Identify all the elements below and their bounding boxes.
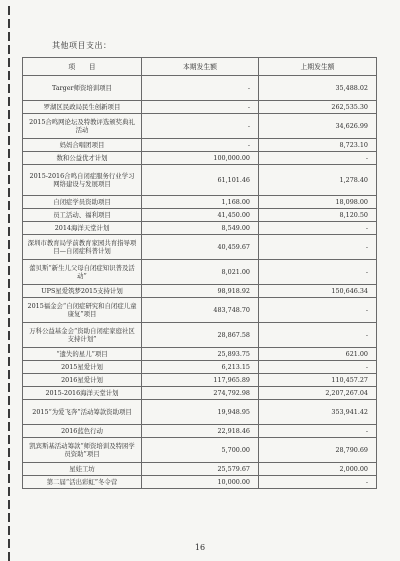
item-cell: 2014海洋天堂计划 <box>23 222 142 235</box>
current-amount-cell: 25,579.67 <box>142 463 259 476</box>
binder-hole <box>8 370 10 379</box>
previous-amount-cell: 150,646.34 <box>259 285 377 298</box>
binder-hole <box>8 227 10 236</box>
table-row <box>23 235 377 260</box>
expense-table <box>22 57 377 489</box>
previous-amount-cell: - <box>259 425 377 438</box>
item-cell: 自闭症学员资助项目 <box>23 196 142 209</box>
item-cell: 第二届“活出彩虹”冬令营 <box>23 476 142 489</box>
binder-hole <box>8 344 10 353</box>
binder-hole <box>8 526 10 535</box>
item-cell: 罗湖区民政局民生创新项目 <box>23 101 142 114</box>
binder-hole <box>8 318 10 327</box>
binder-hole <box>8 71 10 80</box>
item-cell: 深圳市教育局学前教育家园共育指导项目—自闭症科普计划 <box>23 235 142 260</box>
binder-hole <box>8 162 10 171</box>
page-number: 16 <box>194 543 206 552</box>
table-row <box>23 139 377 152</box>
binder-hole <box>8 97 10 106</box>
binder-hole <box>8 123 10 132</box>
previous-amount-cell: 2,000.00 <box>259 463 377 476</box>
previous-amount-cell: - <box>259 235 377 260</box>
table-row <box>23 114 377 139</box>
item-cell: 2015星爱计划 <box>23 361 142 374</box>
binder-hole <box>8 331 10 340</box>
table-row <box>23 323 377 348</box>
item-cell: 妈妈合唱团项目 <box>23 139 142 152</box>
previous-amount-cell: 8,120.50 <box>259 209 377 222</box>
table-row <box>23 298 377 323</box>
current-amount-cell: 25,893.75 <box>142 348 259 361</box>
binder-hole <box>8 357 10 366</box>
binder-hole <box>8 19 10 28</box>
current-amount-cell: 100,000.00 <box>142 152 259 165</box>
binder-hole <box>8 487 10 496</box>
current-amount-cell: 40,459.67 <box>142 235 259 260</box>
previous-amount-cell: 35,488.02 <box>259 76 377 101</box>
table-row <box>23 387 377 400</box>
item-cell: UPS星爱筑梦2015支持计划 <box>23 285 142 298</box>
binder-hole <box>8 110 10 119</box>
header-current-period: 本期发生额 <box>142 58 259 76</box>
table-row <box>23 374 377 387</box>
binder-hole <box>8 383 10 392</box>
current-amount-cell: 483,748.70 <box>142 298 259 323</box>
header-item: 项 目 <box>23 58 142 76</box>
binder-hole <box>8 214 10 223</box>
previous-amount-cell: 28,790.69 <box>259 438 377 463</box>
current-amount-cell: 19,948.95 <box>142 400 259 425</box>
table-row <box>23 348 377 361</box>
table-row <box>23 463 377 476</box>
binder-holes <box>0 0 20 555</box>
item-cell: 万科公益基金会“资助自闭症家庭社区支持计划” <box>23 323 142 348</box>
binder-hole <box>8 58 10 67</box>
previous-amount-cell: - <box>259 476 377 489</box>
item-cell: 2015福金会“自闭症研究和自闭症儿童康复”项目 <box>23 298 142 323</box>
current-amount-cell: 61,101.46 <box>142 165 259 196</box>
table-row <box>23 425 377 438</box>
binder-hole <box>8 474 10 483</box>
item-cell: 凯宾斯基活动筹款“师资培训及特困学员资助”项目 <box>23 438 142 463</box>
item-cell: 星娃工坊 <box>23 463 142 476</box>
binder-hole <box>8 253 10 262</box>
previous-amount-cell: 110,457.27 <box>259 374 377 387</box>
current-amount-cell: 41,450.00 <box>142 209 259 222</box>
current-amount-cell: 98,918.92 <box>142 285 259 298</box>
current-amount-cell: 6,213.15 <box>142 361 259 374</box>
binder-hole <box>8 240 10 249</box>
table-header-row <box>23 58 377 76</box>
table-row <box>23 260 377 285</box>
binder-hole <box>8 409 10 418</box>
current-amount-cell: 22,918.46 <box>142 425 259 438</box>
previous-amount-cell: - <box>259 222 377 235</box>
previous-amount-cell: 18,098.00 <box>259 196 377 209</box>
current-amount-cell: 1,168.00 <box>142 196 259 209</box>
binder-hole <box>8 32 10 41</box>
binder-hole <box>8 422 10 431</box>
current-amount-cell: 28,867.58 <box>142 323 259 348</box>
item-cell: 2015合鸣网论坛及特教评选颁奖典礼活动 <box>23 114 142 139</box>
header-previous-period: 上期发生额 <box>259 58 377 76</box>
item-cell: 员工活动、福利项目 <box>23 209 142 222</box>
item-cell: 蕾贝斯“新生儿父母自闭症知识普及活动” <box>23 260 142 285</box>
binder-hole <box>8 396 10 405</box>
current-amount-cell: - <box>142 114 259 139</box>
previous-amount-cell: - <box>259 361 377 374</box>
current-amount-cell: 5,700.00 <box>142 438 259 463</box>
previous-amount-cell: 8,723.10 <box>259 139 377 152</box>
binder-hole <box>8 461 10 470</box>
binder-hole <box>8 292 10 301</box>
current-amount-cell: - <box>142 101 259 114</box>
table-row <box>23 76 377 101</box>
table-row <box>23 438 377 463</box>
item-cell: 2016星爱计划 <box>23 374 142 387</box>
previous-amount-cell: - <box>259 298 377 323</box>
item-cell: Targer师资培训项目 <box>23 76 142 101</box>
current-amount-cell: - <box>142 76 259 101</box>
current-amount-cell: 8,021.00 <box>142 260 259 285</box>
previous-amount-cell: 1,278.40 <box>259 165 377 196</box>
binder-hole <box>8 149 10 158</box>
binder-hole <box>8 6 10 15</box>
binder-hole <box>8 500 10 509</box>
binder-hole <box>8 84 10 93</box>
previous-amount-cell: - <box>259 323 377 348</box>
table-row <box>23 222 377 235</box>
section-heading: 其他项目支出： <box>52 41 112 50</box>
previous-amount-cell: - <box>259 260 377 285</box>
previous-amount-cell: 2,207,267.04 <box>259 387 377 400</box>
table-row <box>23 476 377 489</box>
current-amount-cell: - <box>142 139 259 152</box>
previous-amount-cell: 621.00 <box>259 348 377 361</box>
binder-hole <box>8 435 10 444</box>
current-amount-cell: 10,000.00 <box>142 476 259 489</box>
previous-amount-cell: 353,941.42 <box>259 400 377 425</box>
previous-amount-cell: 34,626.99 <box>259 114 377 139</box>
table-row <box>23 196 377 209</box>
table-row <box>23 165 377 196</box>
binder-hole <box>8 136 10 145</box>
binder-hole <box>8 552 10 561</box>
binder-hole <box>8 305 10 314</box>
table-row <box>23 400 377 425</box>
previous-amount-cell: - <box>259 152 377 165</box>
binder-hole <box>8 175 10 184</box>
table-row <box>23 152 377 165</box>
item-cell: 2015-2016海洋天堂计划 <box>23 387 142 400</box>
item-cell: 数和公益优才计划 <box>23 152 142 165</box>
current-amount-cell: 8,549.00 <box>142 222 259 235</box>
binder-hole <box>8 188 10 197</box>
item-cell: “遗失的星儿”项目 <box>23 348 142 361</box>
binder-hole <box>8 448 10 457</box>
binder-hole <box>8 45 10 54</box>
table-row <box>23 101 377 114</box>
item-cell: 2016蓝色行动 <box>23 425 142 438</box>
item-cell: 2015-2016合鸣自闭症服务行业学习网络建设与发展项目 <box>23 165 142 196</box>
binder-hole <box>8 513 10 522</box>
current-amount-cell: 117,965.89 <box>142 374 259 387</box>
binder-hole <box>8 279 10 288</box>
current-amount-cell: 274,792.98 <box>142 387 259 400</box>
binder-hole <box>8 266 10 275</box>
table-row <box>23 285 377 298</box>
previous-amount-cell: 262,535.30 <box>259 101 377 114</box>
item-cell: 2015“为爱飞奔”活动筹款资助项目 <box>23 400 142 425</box>
binder-hole <box>8 201 10 210</box>
table-row <box>23 209 377 222</box>
table-row <box>23 361 377 374</box>
